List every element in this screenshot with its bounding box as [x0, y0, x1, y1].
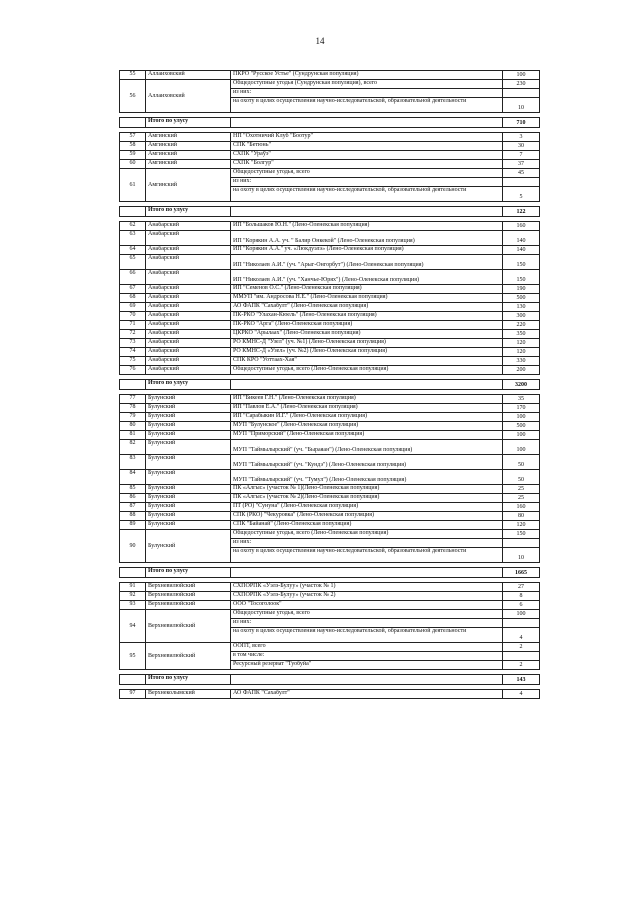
row-number: 88	[120, 512, 146, 521]
district-cell: Булунский	[146, 440, 231, 455]
quota-value: 140	[503, 231, 540, 246]
organization-cell: СХПОРПК «Уэлэ-Булуу» (участок № 1)	[231, 583, 503, 592]
quota-value: 37	[503, 160, 540, 169]
organization-cell: ООО "Тосоголоок"	[231, 601, 503, 610]
empty-cell	[231, 675, 503, 685]
table-row	[120, 440, 540, 455]
district-cell: Анабарский	[146, 321, 231, 330]
quota-value: 3	[503, 133, 540, 142]
organization-cell: ИП "Николаев А.И." (уч. "Ханчье-Юрях") (Лено-Оленекская популяция)	[231, 270, 503, 285]
row-number: 72	[120, 330, 146, 339]
quota-value: 170	[503, 404, 540, 413]
total-value: 122	[503, 207, 540, 217]
organization-cell: Общедоступные угодья (Сундрунская популяция), всего	[231, 80, 503, 89]
organization-cell: СХПК "Ураўэ"	[231, 151, 503, 160]
quota-value: 150	[503, 255, 540, 270]
quota-value: 100	[503, 71, 540, 80]
organization-cell: ИП "Семенов О.С." (Лено-Оленекская популяция)	[231, 285, 503, 294]
district-total-row	[120, 207, 540, 217]
quota-value: 190	[503, 285, 540, 294]
organization-cell: на охоту в целях осуществления научно-исследовательской, образовательной деятельности	[231, 98, 503, 113]
organization-cell: ИП "Корякин А.А. уч. " Балир Онкекой" (Лено-Оленекская популяция)	[231, 231, 503, 246]
row-number: 57	[120, 133, 146, 142]
row-number: 95	[120, 643, 146, 670]
quota-value: 80	[503, 512, 540, 521]
empty-cell	[120, 568, 146, 578]
row-number: 63	[120, 231, 146, 246]
row-number: 80	[120, 422, 146, 431]
quota-value: 500	[503, 294, 540, 303]
organization-cell: Общедоступные угодья, всего (Лено-Оленекская популяция)	[231, 366, 503, 375]
organization-cell: АО ФАПК "Сахабулт"	[231, 690, 503, 699]
district-cell: Анабарский	[146, 366, 231, 375]
quota-value: 2	[503, 661, 540, 670]
quota-value: 25	[503, 485, 540, 494]
quota-value: 50	[503, 455, 540, 470]
organization-cell: МУП "Таймылырский" (уч. "Кундэ") (Лено-Оленекская популяция)	[231, 455, 503, 470]
table-row	[120, 592, 540, 601]
organization-cell: на охоту в целях осуществления научно-исследовательской, образовательной деятельности	[231, 628, 503, 643]
district-cell: Амгинский	[146, 169, 231, 202]
total-value: 1665	[503, 568, 540, 578]
quota-value: 150	[503, 530, 540, 539]
district-cell: Анабарский	[146, 312, 231, 321]
table-row	[120, 151, 540, 160]
district-cell: Булунский	[146, 431, 231, 440]
quota-value: 150	[503, 270, 540, 285]
district-cell: Анабарский	[146, 303, 231, 312]
organization-cell: ИП "Корякин А.А." уч. «Люкдуэлэ» (Лено-Оленекская популяция)	[231, 246, 503, 255]
row-number: 90	[120, 530, 146, 563]
table-row	[120, 521, 540, 530]
row-number: 61	[120, 169, 146, 202]
quota-value	[503, 89, 540, 98]
district-cell: Верхневилюйский	[146, 583, 231, 592]
district-cell: Амгинский	[146, 160, 231, 169]
quota-value: 2	[503, 643, 540, 652]
district-cell: Анабарский	[146, 255, 231, 270]
empty-cell	[231, 568, 503, 578]
quota-value: 100	[503, 440, 540, 455]
quota-value: 330	[503, 357, 540, 366]
empty-cell	[120, 675, 146, 685]
organization-cell: ИП "Большаков Ю.Н." (Лено-Оленекская популяция)	[231, 222, 503, 231]
table-row	[120, 485, 540, 494]
total-label: Итого по улусу	[146, 568, 231, 578]
row-number: 92	[120, 592, 146, 601]
table-row	[120, 455, 540, 470]
row-number: 62	[120, 222, 146, 231]
organization-cell: ИП "Бикеев Г.Н." (Лено-Оленекская популяция)	[231, 395, 503, 404]
table-row	[120, 530, 540, 539]
row-number: 69	[120, 303, 146, 312]
table-row	[120, 133, 540, 142]
district-cell: Анабарский	[146, 357, 231, 366]
table-row	[120, 690, 540, 699]
quota-value: 10	[503, 548, 540, 563]
row-number: 97	[120, 690, 146, 699]
table-row	[120, 160, 540, 169]
row-number: 66	[120, 270, 146, 285]
empty-cell	[120, 207, 146, 217]
district-cell: Амгинский	[146, 133, 231, 142]
quota-value: 45	[503, 169, 540, 178]
row-number: 68	[120, 294, 146, 303]
empty-cell	[120, 118, 146, 128]
organization-cell: ПКРО "Русское Устье" (Сундрунская популяция)	[231, 71, 503, 80]
row-number: 77	[120, 395, 146, 404]
district-cell: Анабарский	[146, 270, 231, 285]
organization-cell: МУП "Таймылырский" (уч. "Тумул") (Лено-Оленекская популяция)	[231, 470, 503, 485]
district-cell: Булунский	[146, 494, 231, 503]
quota-table	[119, 70, 540, 699]
row-number: 83	[120, 455, 146, 470]
quota-value: 350	[503, 330, 540, 339]
table-row	[120, 294, 540, 303]
row-number: 67	[120, 285, 146, 294]
district-cell: Булунский	[146, 395, 231, 404]
quota-value: 27	[503, 583, 540, 592]
empty-cell	[120, 380, 146, 390]
district-cell: Верхневилюйский	[146, 643, 231, 670]
row-number: 85	[120, 485, 146, 494]
quota-value: 50	[503, 470, 540, 485]
district-cell: Амгинский	[146, 142, 231, 151]
quota-value: 4	[503, 690, 540, 699]
quota-value: 10	[503, 98, 540, 113]
organization-cell: МУП "Таймылырский" (уч. "Быраяан") (Лено-Оленекская популяция)	[231, 440, 503, 455]
row-number: 87	[120, 503, 146, 512]
organization-cell: Общедоступные угодья, всего	[231, 610, 503, 619]
district-total-row	[120, 380, 540, 390]
row-number: 79	[120, 413, 146, 422]
row-number: 65	[120, 255, 146, 270]
table-row	[120, 303, 540, 312]
organization-cell: ИП "Николаев А.И." (уч. "Арыг-Онгорбут") (Лено-Оленекская популяция)	[231, 255, 503, 270]
organization-cell: ООПТ, всего	[231, 643, 503, 652]
district-cell: Булунский	[146, 503, 231, 512]
row-number: 60	[120, 160, 146, 169]
organization-cell: СПК КРО "Уоттаах-Хая"	[231, 357, 503, 366]
total-label: Итого по улусу	[146, 675, 231, 685]
quota-value	[503, 178, 540, 187]
table-row	[120, 601, 540, 610]
row-number: 93	[120, 601, 146, 610]
organization-cell: РО КМНС-Д «Узел» (уч. №2) (Лено-Оленекская популяция)	[231, 348, 503, 357]
row-number: 94	[120, 610, 146, 643]
district-cell: Булунский	[146, 530, 231, 563]
empty-cell	[231, 118, 503, 128]
quota-value: 120	[503, 339, 540, 348]
quota-value: 4	[503, 628, 540, 643]
row-number: 58	[120, 142, 146, 151]
quota-value: 120	[503, 348, 540, 357]
organization-cell: ПК-РКО "Улахан-Кюель" (Лено-Оленекская популяция)	[231, 312, 503, 321]
quota-value: 300	[503, 312, 540, 321]
organization-cell: АО ФАПК "Сахабулт" (Лено-Оленекская популяция)	[231, 303, 503, 312]
table-row	[120, 431, 540, 440]
quota-value: 200	[503, 366, 540, 375]
organization-cell: Общедоступные угодья, всего (Лено-Оленекская популяция)	[231, 530, 503, 539]
quota-value: 5	[503, 187, 540, 202]
total-label: Итого по улусу	[146, 380, 231, 390]
district-cell: Анабарский	[146, 294, 231, 303]
table-row	[120, 643, 540, 652]
organization-cell: РО КМНС-Д "Узел" (уч. №1) (Лено-Оленекская популяция)	[231, 339, 503, 348]
table-row	[120, 583, 540, 592]
district-cell: Анабарский	[146, 222, 231, 231]
row-number: 78	[120, 404, 146, 413]
total-value: 710	[503, 118, 540, 128]
row-number: 56	[120, 80, 146, 113]
organization-cell: из них:	[231, 539, 503, 548]
table-row	[120, 312, 540, 321]
district-cell: Анабарский	[146, 246, 231, 255]
table-row	[120, 330, 540, 339]
table-row	[120, 80, 540, 89]
row-number: 59	[120, 151, 146, 160]
quota-value	[503, 652, 540, 661]
district-cell: Амгинский	[146, 151, 231, 160]
district-cell: Верхневилюйский	[146, 592, 231, 601]
table-row	[120, 366, 540, 375]
table-row	[120, 610, 540, 619]
table-row	[120, 321, 540, 330]
table-body	[120, 71, 540, 699]
quota-value: 230	[503, 80, 540, 89]
table-row	[120, 222, 540, 231]
table-row	[120, 169, 540, 178]
quota-value: 7	[503, 151, 540, 160]
organization-cell: СПК "Бетюнь"	[231, 142, 503, 151]
table-row	[120, 422, 540, 431]
organization-cell: МУП "Приморский" (Лено-Оленекская популяция)	[231, 431, 503, 440]
organization-cell: из них:	[231, 89, 503, 98]
organization-cell: ИП "Павлов Е.А." (Лено-Оленекская популяция)	[231, 404, 503, 413]
quota-value: 160	[503, 222, 540, 231]
empty-cell	[231, 380, 503, 390]
organization-cell: СХПОРПК «Уэлэ-Булуу» (участок № 2)	[231, 592, 503, 601]
district-cell: Булунский	[146, 413, 231, 422]
district-cell: Булунский	[146, 455, 231, 470]
quota-value: 25	[503, 494, 540, 503]
table-row	[120, 270, 540, 285]
organization-cell: из них:	[231, 619, 503, 628]
table-row	[120, 357, 540, 366]
organization-cell: СХПК "Болгур"	[231, 160, 503, 169]
row-number: 89	[120, 521, 146, 530]
district-cell: Верхневилюйский	[146, 610, 231, 643]
organization-cell: Общедоступные угодья, всего	[231, 169, 503, 178]
table-row	[120, 503, 540, 512]
organization-cell: на охоту в целях осуществления научно-исследовательской, образовательной деятельности	[231, 187, 503, 202]
row-number: 86	[120, 494, 146, 503]
quota-value: 160	[503, 503, 540, 512]
row-number: 82	[120, 440, 146, 455]
table-row	[120, 71, 540, 80]
district-cell: Верхневилюйский	[146, 601, 231, 610]
quota-value: 120	[503, 521, 540, 530]
district-cell: Анабарский	[146, 231, 231, 246]
district-cell: Булунский	[146, 512, 231, 521]
total-value: 143	[503, 675, 540, 685]
row-number: 75	[120, 357, 146, 366]
organization-cell: ЦКРКО "Арылаах" (Лено-Оленекская популяция)	[231, 330, 503, 339]
total-label: Итого по улусу	[146, 118, 231, 128]
organization-cell: НП "Охотничий Клуб "Боотур"	[231, 133, 503, 142]
quota-value: 140	[503, 246, 540, 255]
district-total-row	[120, 675, 540, 685]
row-number: 81	[120, 431, 146, 440]
district-cell: Анабарский	[146, 339, 231, 348]
district-total-row	[120, 118, 540, 128]
district-cell: Анабарский	[146, 285, 231, 294]
quota-value: 220	[503, 321, 540, 330]
table-row	[120, 255, 540, 270]
quota-value: 30	[503, 142, 540, 151]
quota-value: 35	[503, 395, 540, 404]
organization-cell: ПК «Алгыс» (участок № 1)(Лено-Оленекская популяция)	[231, 485, 503, 494]
table-row	[120, 512, 540, 521]
district-cell: Аллаиховский	[146, 80, 231, 113]
quota-value: 6	[503, 601, 540, 610]
district-cell: Анабарский	[146, 330, 231, 339]
district-cell: Булунский	[146, 404, 231, 413]
table-row	[120, 395, 540, 404]
quota-value	[503, 539, 540, 548]
organization-cell: ПТ (РО) "Сунуна" (Лено-Оленекская популяция)	[231, 503, 503, 512]
organization-cell: на охоту в целях осуществления научно-исследовательской, образовательной деятельности	[231, 548, 503, 563]
table-row	[120, 142, 540, 151]
quota-value: 100	[503, 610, 540, 619]
row-number: 84	[120, 470, 146, 485]
quota-value: 130	[503, 303, 540, 312]
organization-cell: в том числе:	[231, 652, 503, 661]
table-row	[120, 231, 540, 246]
row-number: 74	[120, 348, 146, 357]
table-row	[120, 494, 540, 503]
empty-cell	[231, 207, 503, 217]
district-cell: Булунский	[146, 470, 231, 485]
organization-cell: Ресурсный резерват "Туобуйа"	[231, 661, 503, 670]
organization-cell: ИП "Сарабыкин И.Г." (Лено-Оленекская популяция)	[231, 413, 503, 422]
table-row	[120, 413, 540, 422]
quota-value: 100	[503, 413, 540, 422]
quota-value	[503, 619, 540, 628]
organization-cell: МУП "Булунское" (Лено-Оленекская популяция)	[231, 422, 503, 431]
quota-value: 8	[503, 592, 540, 601]
quota-value: 100	[503, 431, 540, 440]
row-number: 73	[120, 339, 146, 348]
page-number: 14	[315, 36, 325, 46]
organization-cell: СПК "Байанай" (Лено-Оленекская популяция)	[231, 521, 503, 530]
organization-cell: из них:	[231, 178, 503, 187]
organization-cell: ПК-РКО "Арга" (Лено-Оленекская популяция)	[231, 321, 503, 330]
district-cell: Верхнеколымский	[146, 690, 231, 699]
district-cell: Булунский	[146, 422, 231, 431]
table-row	[120, 470, 540, 485]
total-label: Итого по улусу	[146, 207, 231, 217]
quota-value: 500	[503, 422, 540, 431]
row-number: 55	[120, 71, 146, 80]
row-number: 70	[120, 312, 146, 321]
district-cell: Аллаиховский	[146, 71, 231, 80]
row-number: 64	[120, 246, 146, 255]
district-cell: Анабарский	[146, 348, 231, 357]
table-row	[120, 404, 540, 413]
district-cell: Булунский	[146, 521, 231, 530]
table-row	[120, 246, 540, 255]
organization-cell: ММУП "им. Андросова Н.Е." (Лено-Оленекская популяция)	[231, 294, 503, 303]
table-row	[120, 348, 540, 357]
row-number: 71	[120, 321, 146, 330]
district-total-row	[120, 568, 540, 578]
total-value: 3200	[503, 380, 540, 390]
table-row	[120, 339, 540, 348]
row-number: 91	[120, 583, 146, 592]
row-number: 76	[120, 366, 146, 375]
organization-cell: СПК (РКО) "Чекуровка" (Лено-Оленекская популяция)	[231, 512, 503, 521]
district-cell: Булунский	[146, 485, 231, 494]
organization-cell: ПК «Алгыс» (участок № 2)(Лено-Оленекская популяция)	[231, 494, 503, 503]
table-row	[120, 285, 540, 294]
